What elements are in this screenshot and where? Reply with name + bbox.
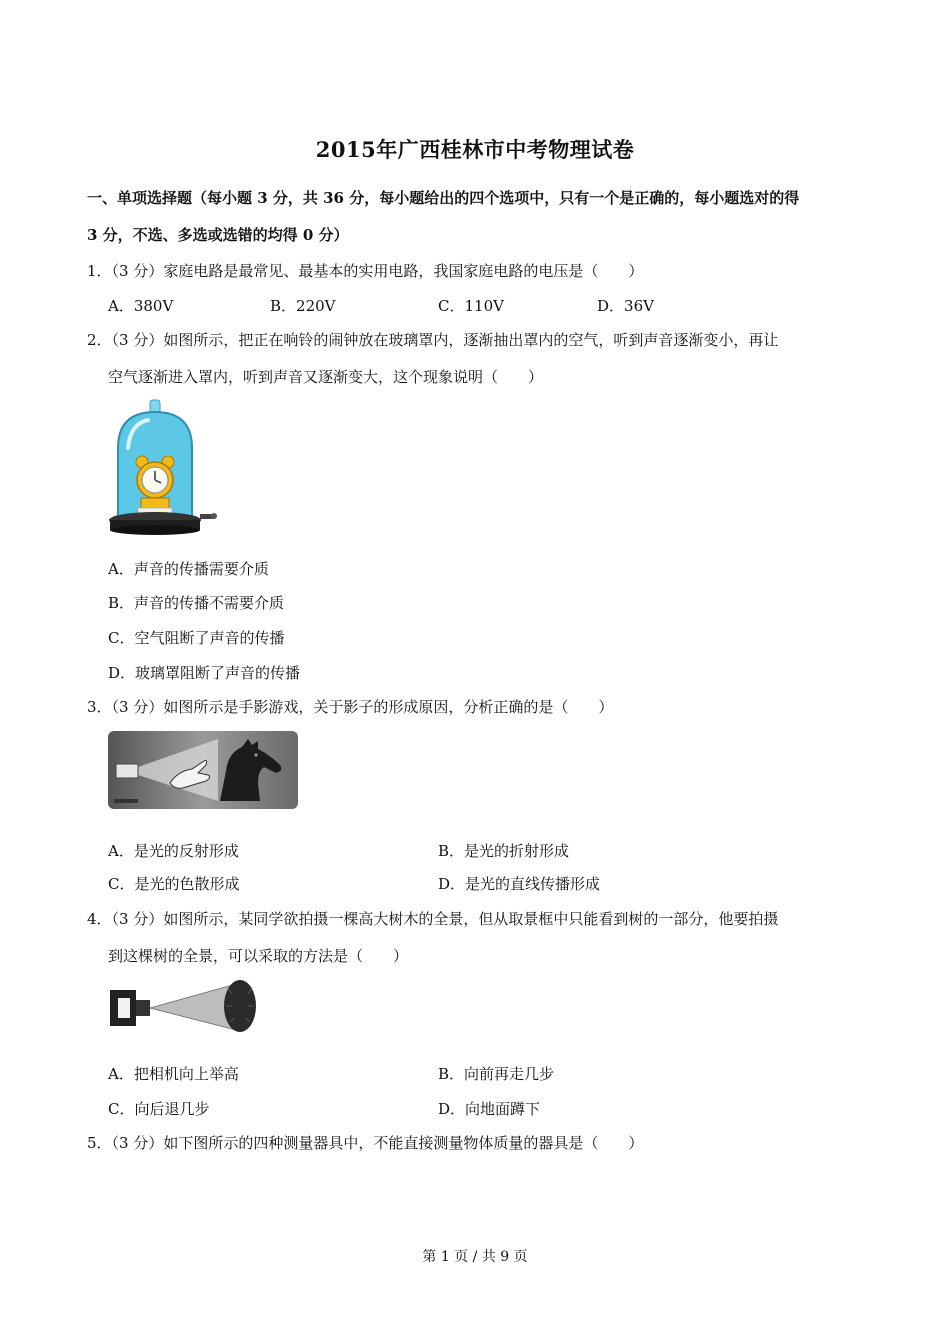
table-edge [114, 799, 138, 803]
question-3-option-d: D．是光的直线传播形成 [438, 875, 601, 893]
section-heading-line2: 3 分，不选、多选或选错的均得 0 分） [87, 226, 349, 244]
question-1-option-b: B．220V [270, 297, 336, 315]
question-4-option-c: C．向后退几步 [108, 1100, 210, 1118]
shadow-eye [254, 753, 257, 756]
question-1-stem: 1．（3 分）家庭电路是最常见、最基本的实用电路，我国家庭电路的电压是（ ） [87, 262, 644, 280]
question-3-option-c: C．是光的色散形成 [108, 875, 240, 893]
question-3-option-b: B．是光的折射形成 [438, 842, 570, 860]
jar-base-bottom [110, 525, 200, 535]
question-4-option-d: D．向地面蹲下 [438, 1100, 541, 1118]
question-3-stem: 3．（3 分）如图所示是手影游戏，关于影子的形成原因，分析正确的是（ ） [87, 698, 614, 716]
question-1-option-c: C．110V [438, 297, 504, 315]
question-4-stem-line2: 到这棵树的全景，可以采取的方法是（ ） [108, 947, 409, 965]
question-2-option-b: B．声音的传播不需要介质 [108, 594, 285, 612]
page-title: 2015年广西桂林市中考物理试卷 [315, 137, 635, 162]
question-2-option-c: C．空气阻断了声音的传播 [108, 629, 285, 647]
question-1-option-a: A．380V [108, 297, 174, 315]
question-4-option-b: B．向前再走几步 [438, 1065, 555, 1083]
question-4-stem-line1: 4．（3 分）如图所示，某同学欲拍摄一棵高大树木的全景，但从取景框中只能看到树的一部分，他要拍摄 [87, 910, 779, 928]
camera-window [118, 998, 130, 1018]
page-footer: 第 1 页 / 共 9 页 [422, 1249, 528, 1265]
section-heading-line1: 一、单项选择题（每小题 3 分，共 36 分，每小题给出的四个选项中，只有一个是正确的，每小题选对的得 [87, 189, 800, 207]
question-4-option-a: A．把相机向上举高 [108, 1065, 239, 1083]
question-1-option-d: D．36V [597, 297, 654, 315]
question-5-stem: 5．（3 分）如下图所示的四种测量器具中，不能直接测量物体质量的器具是（ ） [87, 1134, 644, 1152]
question-2-option-d: D．玻璃罩阻断了声音的传播 [108, 664, 301, 682]
hand-shadow-figure [108, 731, 298, 809]
valve-knob [211, 513, 217, 519]
question-2-option-a: A．声音的传播需要介质 [108, 560, 269, 578]
view-cone [150, 984, 236, 1030]
flashlight [116, 764, 138, 778]
question-2-stem-line2: 空气逐渐进入罩内，听到声音又逐渐变大，这个现象说明（ ） [108, 368, 544, 386]
bell-jar-figure [108, 398, 220, 536]
question-3-option-a: A．是光的反射形成 [108, 842, 239, 860]
question-2-stem-line1: 2．（3 分）如图所示，把正在响铃的闹钟放在玻璃罩内，逐渐抽出罩内的空气，听到声音逐渐变小，再让 [87, 331, 779, 349]
camera-tree-figure [108, 978, 260, 1034]
camera-lens [136, 1000, 150, 1016]
